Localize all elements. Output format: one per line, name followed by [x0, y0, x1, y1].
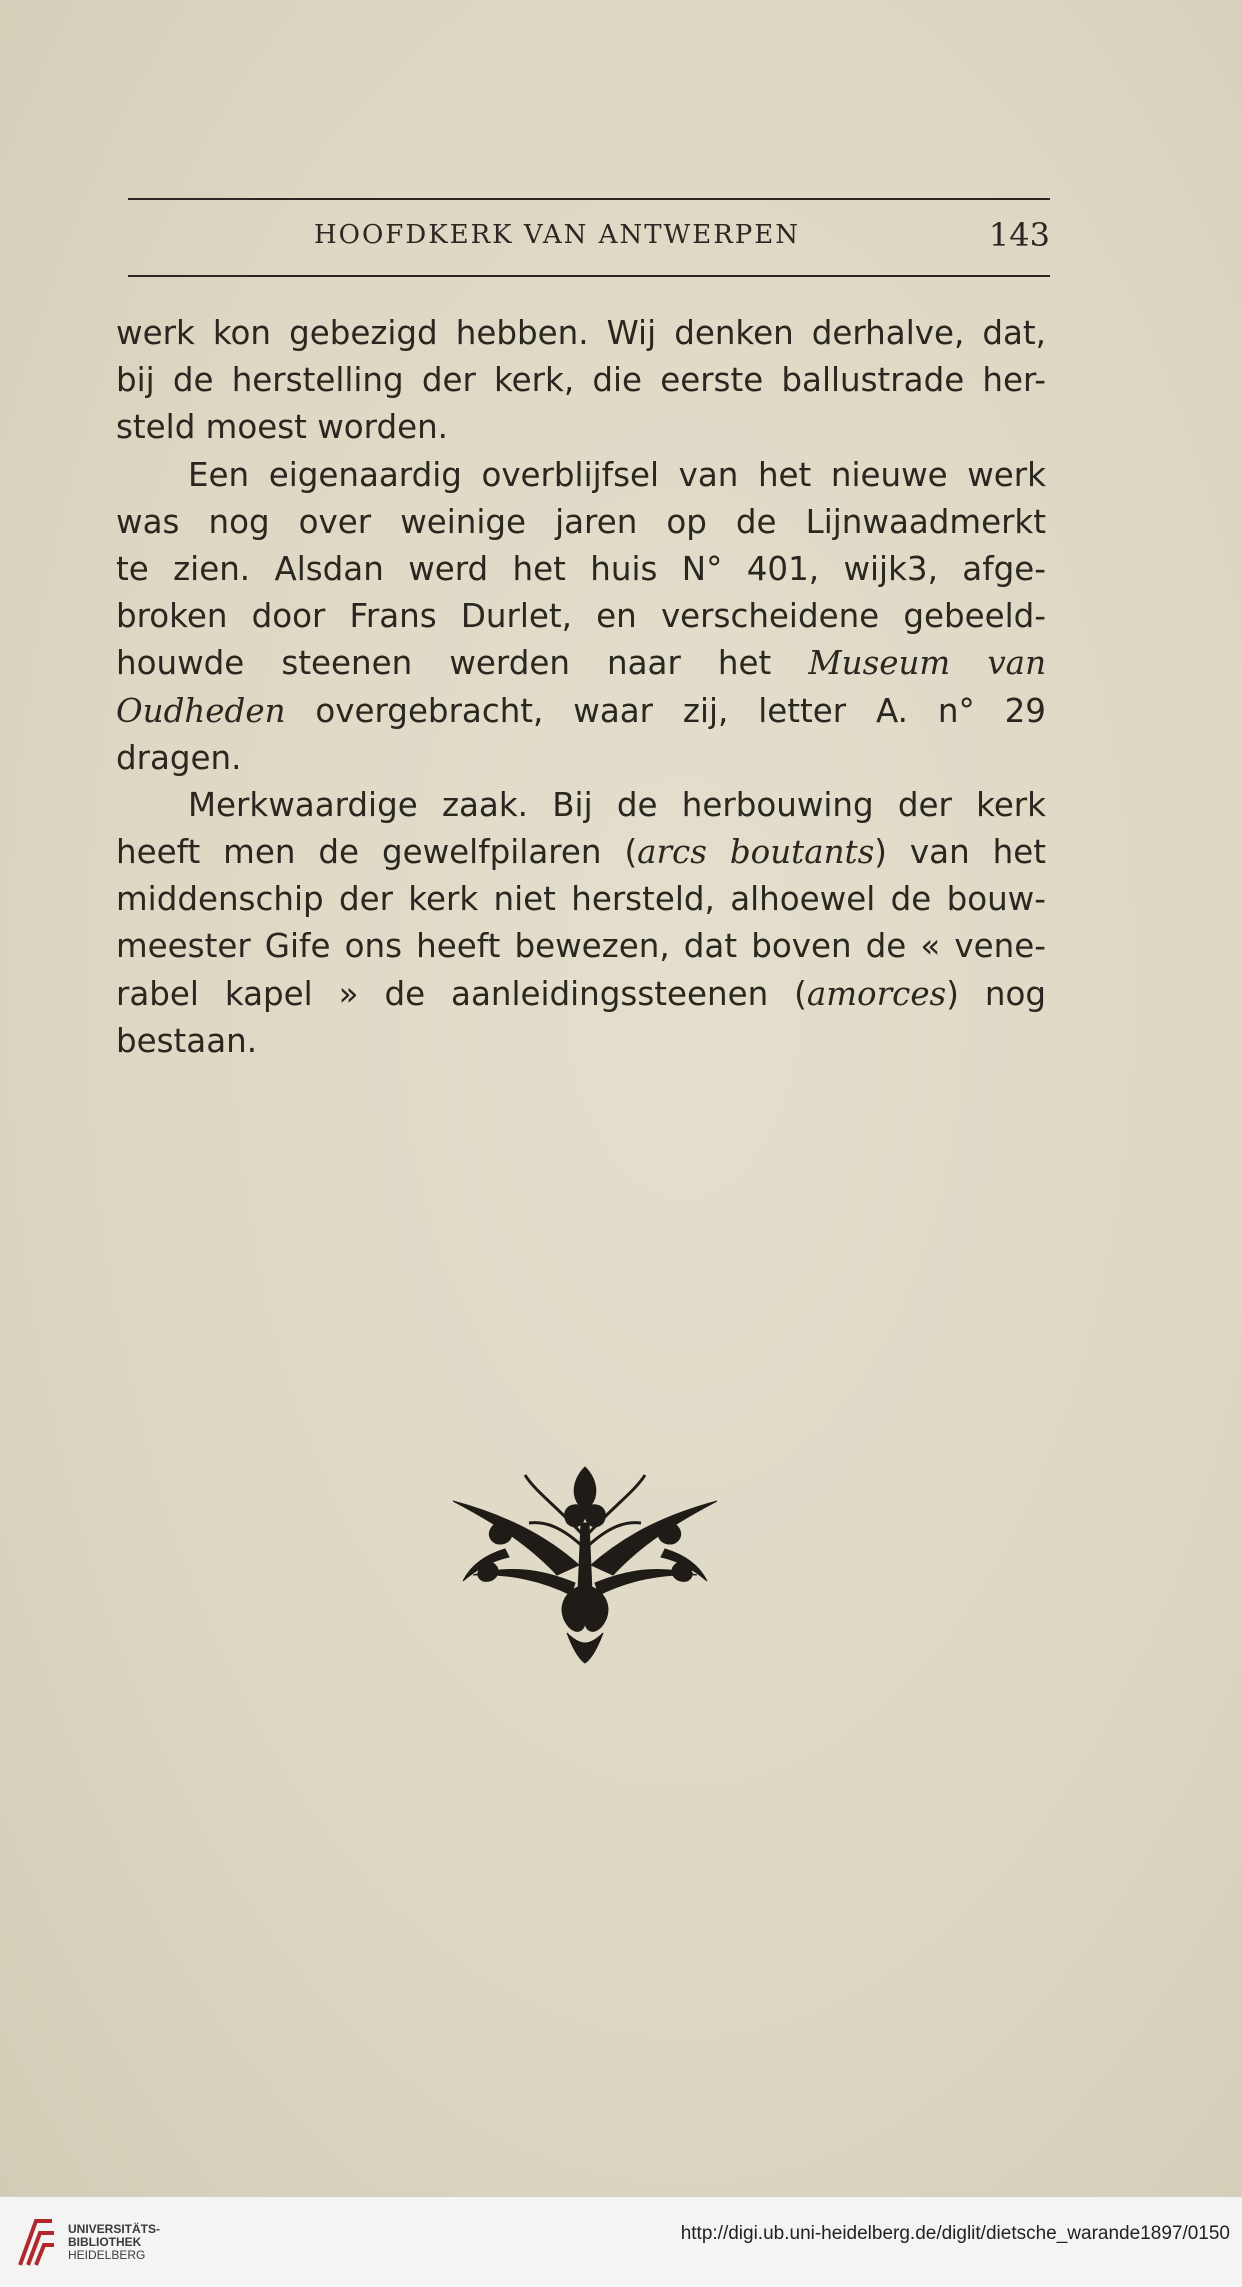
- text-line: [116, 971, 1046, 1018]
- header-rule-top: [128, 198, 1050, 200]
- text-line: [116, 829, 1046, 876]
- italic-title-museum: Museum van: [808, 644, 1046, 683]
- italic-term-amorces: amorces: [806, 974, 947, 1013]
- text-line: dragen.: [116, 738, 242, 777]
- text-line: middenschip der kerk niet hersteld, alhoewel de bouw-: [116, 880, 1046, 919]
- text-line: bestaan.: [116, 1021, 258, 1060]
- text-segment: heeft men de gewelfpilaren (: [116, 833, 638, 872]
- library-name-line3: HEIDELBERG: [68, 2248, 146, 2262]
- library-name-line1: UNIVERSITÄTS-: [68, 2222, 161, 2236]
- text-line: [116, 688, 1046, 735]
- text-line: Een eigenaardig overblijfsel van het nieuwe werk: [188, 455, 1046, 494]
- text-line: broken door Frans Durlet, en verscheidene gebeeld-: [116, 597, 1046, 636]
- footer-bar: [0, 2196, 1242, 2287]
- text-line: meester Gife ons heeft bewezen, dat boven de « vene-: [116, 927, 1046, 966]
- header-rule-bottom: [128, 275, 1050, 277]
- italic-title-oudheden: Oudheden: [116, 691, 286, 730]
- library-name-line2: BIBLIOTHEK: [68, 2235, 142, 2249]
- text-segment: ) van het: [874, 833, 1046, 872]
- text-segment: houwde steenen werden naar het: [116, 644, 772, 683]
- text-segment: overgebracht, waar zij, letter A. n° 29: [315, 691, 1046, 730]
- text-segment: ) nog: [946, 974, 1046, 1013]
- page-number: 143: [988, 216, 1050, 254]
- text-line: te zien. Alsdan werd het huis N° 401, wijk3, afge-: [116, 549, 1046, 588]
- text-line: steld moest worden.: [116, 408, 449, 447]
- fleuron-icon: [445, 1465, 725, 1665]
- running-title: HOOFDKERK VAN ANTWERPEN: [314, 220, 801, 250]
- text-segment: rabel kapel » de aanleidingssteenen (: [116, 974, 807, 1013]
- ub-logo-icon: [14, 2215, 58, 2271]
- italic-term-arcs-boutants: arcs boutants: [637, 833, 875, 872]
- text-line: werk kon gebezigd hebben. Wij denken derhalve, dat,: [116, 314, 1046, 352]
- body-text: [116, 310, 1046, 1065]
- source-url[interactable]: http://digi.ub.uni-heidelberg.de/diglit/dietsche_warande1897/0150: [680, 2223, 1230, 2244]
- text-line: was nog over weinige jaren op de Lijnwaadmerkt: [116, 502, 1046, 541]
- text-line: Merkwaardige zaak. Bij de herbouwing der kerk: [188, 785, 1046, 824]
- library-name: [68, 2223, 160, 2262]
- running-head: [128, 212, 1050, 262]
- text-line: bij de herstelling der kerk, die eerste ballustrade her-: [116, 361, 1046, 400]
- text-line: [116, 640, 1046, 687]
